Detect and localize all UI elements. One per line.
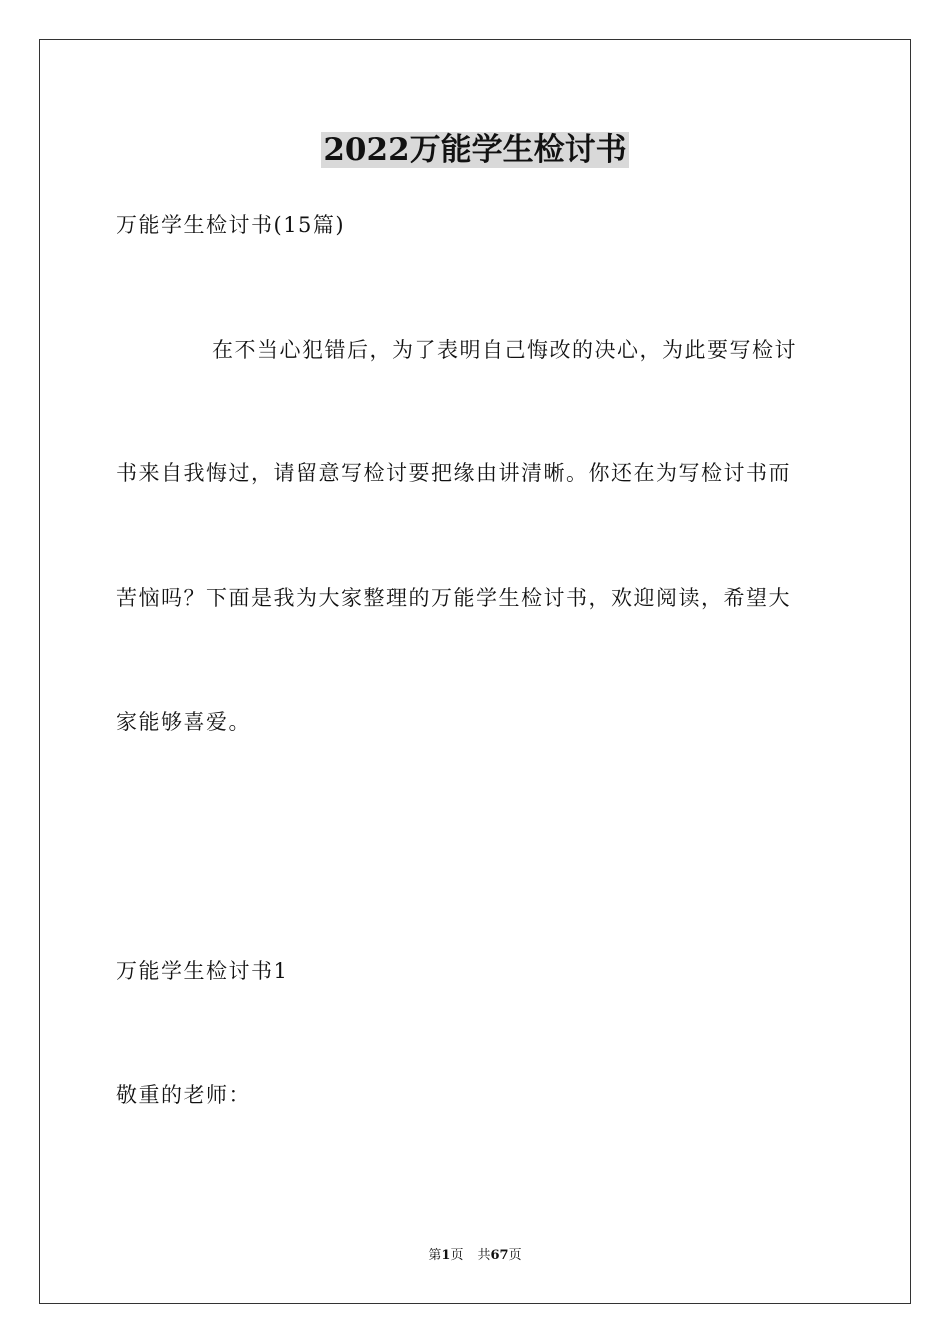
section-heading: 万能学生检讨书1 [116,959,289,983]
intro-line-3: 苦恼吗？下面是我为大家整理的万能学生检讨书，欢迎阅读，希望大 [116,586,791,610]
page-suffix: 页 [450,1248,464,1263]
page-footer [0,1247,950,1265]
page-number: 1 [441,1248,451,1263]
page-prefix: 第 [428,1248,442,1263]
intro-line-2: 书来自我悔过，请留意写检讨要把缘由讲清晰。你还在为写检讨书而 [116,461,791,485]
intro-line-1: 在不当心犯错后，为了表明自己悔改的决心，为此要写检讨 [212,338,797,362]
intro-line-4: 家能够喜爱。 [116,710,251,734]
total-pages: 67 [490,1248,509,1263]
total-suffix: 页 [508,1248,522,1263]
document-title-text: 2022万能学生检讨书 [323,132,627,168]
total-prefix: 共 [477,1248,491,1263]
document-title [0,128,950,172]
salutation: 敬重的老师： [116,1083,251,1107]
document-subtitle: 万能学生检讨书(15篇) [116,213,346,237]
